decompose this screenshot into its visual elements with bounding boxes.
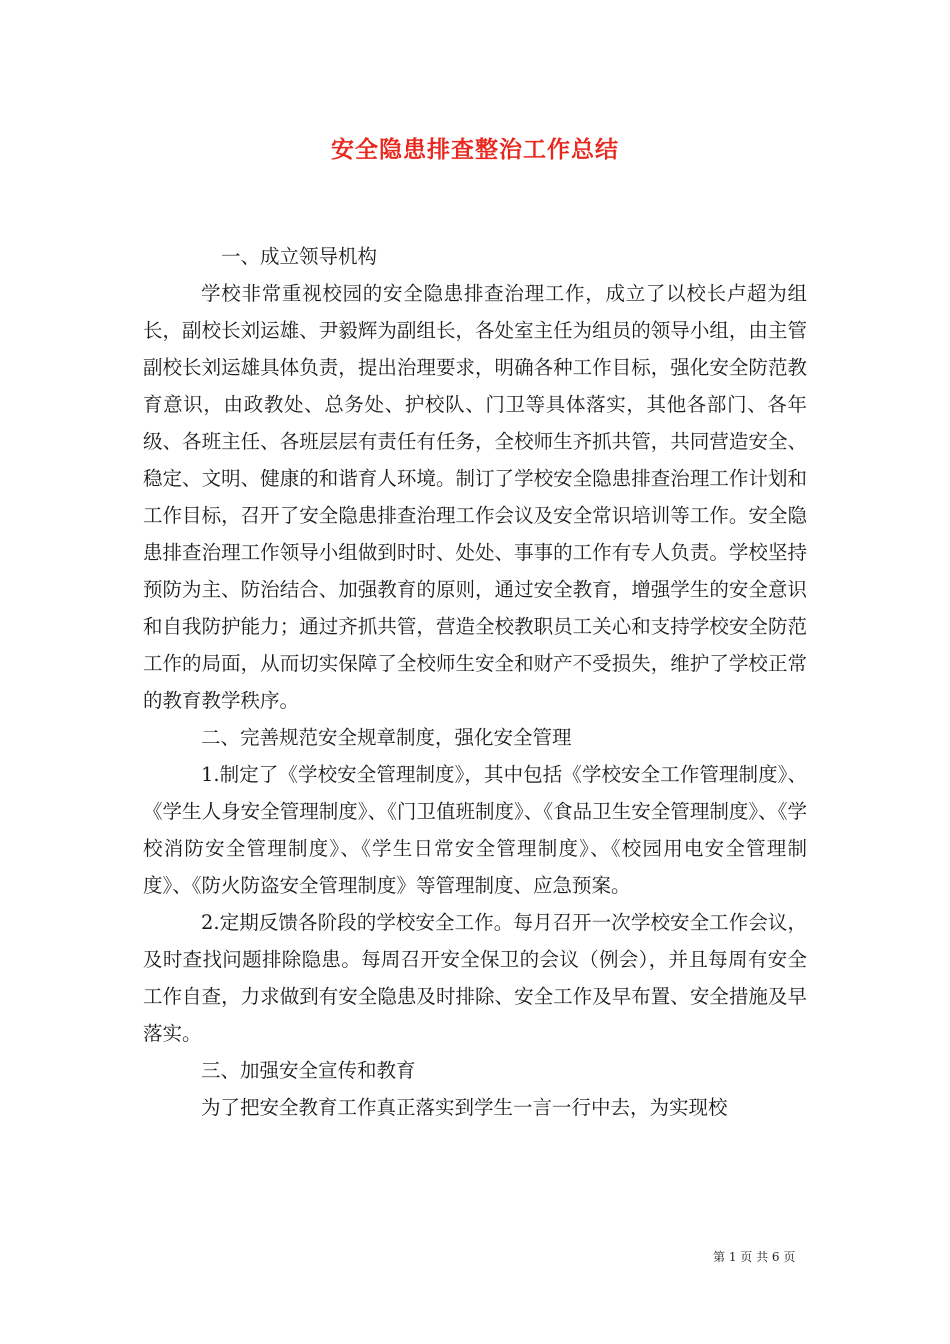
section-heading: 三、加强安全宣传和教育: [201, 1059, 416, 1082]
body-paragraph: 学校非常重视校园的安全隐患排查治理工作，成立了以校长卢超为组长，副校长刘运雄、尹毅辉为副组长，各处室主任为组员的领导小组，由主管副校长刘运雄具体负责，提出治理要求，明确各种工作目标，强化安全防范教育意识，由政教处、总务处、护校队、门卫等具体落实，其他各部门、各年级、各班主任、各班层层有责任有任务，全校师生齐抓共管，共同营造安全、稳定、文明、健康的和谐育人环境。制订了学校安全隐患排查治理工作计划和工作目标，召开了安全隐患排查治理工作会议及安全常识培训等工作。安全隐患排查治理工作领导小组做到时时、处处、事事的工作有专人负责。学校坚持预防为主、防治结合、加强教育的原则，通过安全教育，增强学生的安全意识和自我防护能力；通过齐抓共管，营造全校教职员工关心和支持学校安全防范工作的局面，从而切实保障了全校师生安全和财产不受损失，维护了学校正常的教育教学秩序。: [143, 282, 807, 712]
body-paragraph: 1.制定了《学校安全管理制度》，其中包括《学校安全工作管理制度》、《学生人身安全管理制度》、《门卫值班制度》、《食品卫生安全管理制度》、《学校消防安全管理制度》、《学生日常安全管理制度》、《校园用电安全管理制度》、《防火防盗安全管理制度》等管理制度、应急预案。: [143, 763, 807, 897]
page-number: 第 1 页 共 6 页: [713, 1250, 796, 1264]
section-heading: 二、完善规范安全规章制度，强化安全管理: [201, 726, 572, 749]
body-paragraph: 为了把安全教育工作真正落实到学生一言一行中去，为实现校: [201, 1096, 728, 1119]
page-title: 安全隐患排查整治工作总结: [331, 136, 619, 163]
section-heading: 一、成立领导机构: [221, 245, 378, 268]
body-paragraph: 2.定期反馈各阶段的学校安全工作。每月召开一次学校安全工作会议，及时查找问题排除隐患。每周召开安全保卫的会议（例会），并且每周有安全工作自查，力求做到有安全隐患及时排除、安全工作及早布置、安全措施及早落实。: [143, 911, 807, 1045]
document-body: [143, 238, 807, 1126]
